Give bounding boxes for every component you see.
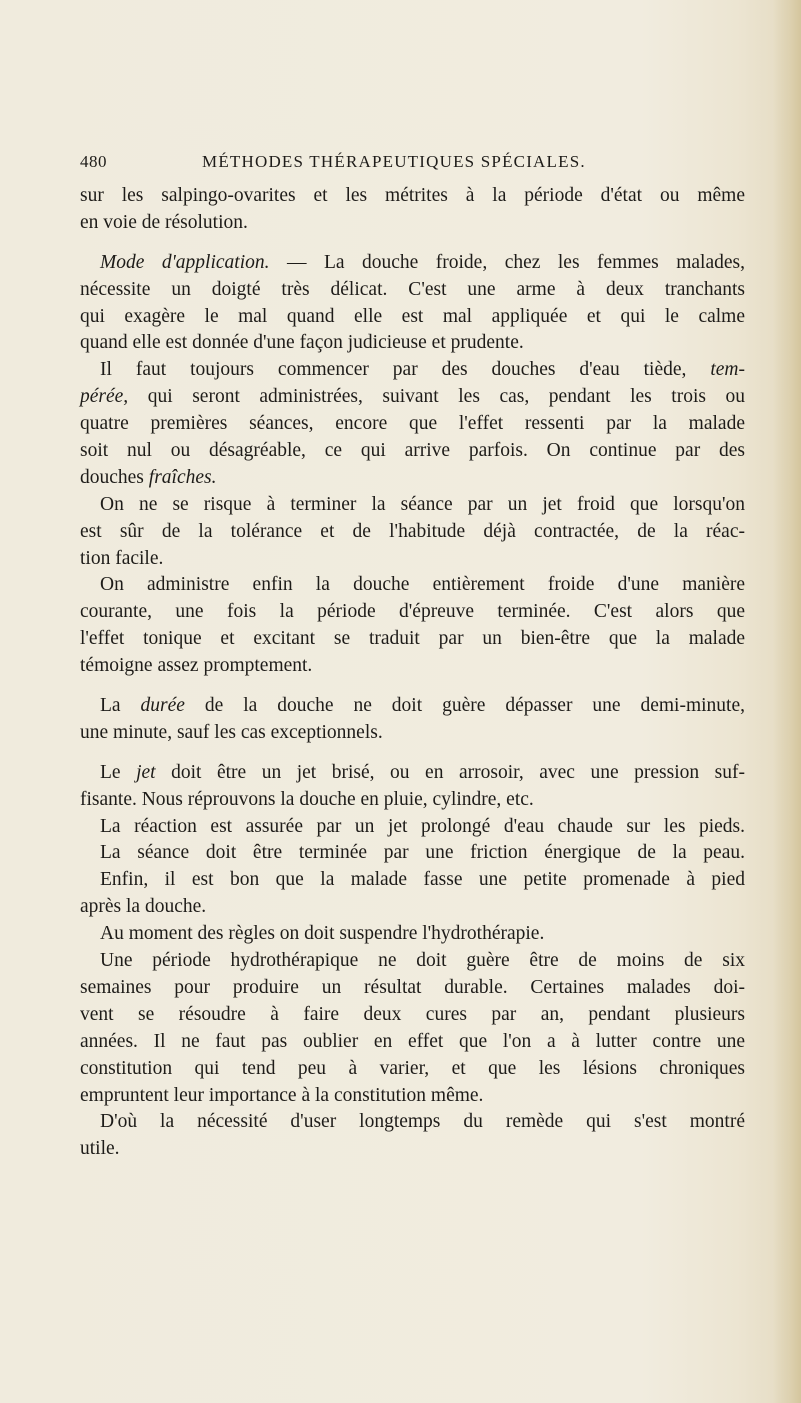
text-line: l'effet tonique et excitant se traduit par un bien-être que la malade (80, 628, 745, 650)
text-span: douches (80, 466, 149, 488)
text-line: constitution qui tend peu à varier, et que les lésions chroniques (80, 1057, 745, 1079)
text-span: La (100, 695, 141, 717)
text-line: fisante. Nous réprouvons la douche en pluie, cylindre, etc. (80, 788, 534, 810)
italic-text: jet (136, 761, 156, 783)
text-line: Enfin, il est bon que la malade fasse une petite promenade à pied (100, 869, 745, 891)
text-span: de la douche ne doit guère dépasser une demi-minute, (184, 695, 745, 717)
text-line: semaines pour produire un résultat durable. Certaines malades doi- (80, 976, 745, 998)
text-line (80, 250, 745, 277)
text-line: vent se résoudre à faire deux cures par an, pendant plusieurs (80, 1003, 745, 1025)
text-line: utile. (80, 1138, 120, 1160)
running-title: MÉTHODES THÉRAPEUTIQUES SPÉCIALES. (202, 152, 586, 171)
text-line: une minute, sauf les cas exceptionnels. (80, 721, 383, 743)
paragraph-gap (80, 747, 745, 760)
text-line: Une période hydrothérapique ne doit guère être de moins de six (100, 950, 745, 972)
text-line: soit nul ou désagréable, ce qui arrive parfois. On continue par des (80, 440, 745, 462)
text-line: nécessite un doigté très délicat. C'est une arme à deux tranchants (80, 278, 745, 300)
text-line (80, 357, 745, 384)
italic-text: fraîches. (148, 466, 217, 488)
text-line: On ne se risque à terminer la séance par un jet froid que lorsqu'on (100, 493, 745, 515)
text-line (80, 693, 745, 720)
text-line: est sûr de la tolérance et de l'habitude déjà contractée, de la réac- (80, 520, 745, 542)
text-line: sur les salpingo-ovarites et les métrites à la période d'état ou même (80, 185, 745, 206)
text-span: doit être un jet brisé, ou en arrosoir, avec une pression suf- (155, 761, 745, 783)
text-line: témoigne assez promptement. (80, 655, 313, 677)
text-line: années. Il ne faut pas oublier en effet que l'on a à lutter contre une (80, 1030, 745, 1052)
text-line (80, 384, 745, 411)
page-edge-shadow (773, 0, 801, 1403)
text-span: qui seront administrées, suivant les cas, pendant les trois ou (128, 386, 745, 408)
text-line: quand elle est donnée d'une façon judicieuse et prudente. (80, 332, 524, 354)
paragraph-gap (80, 680, 745, 693)
text-line: en voie de résolution. (80, 211, 248, 233)
page-number: 480 (80, 152, 107, 171)
paragraph-gap (80, 237, 745, 250)
text-line: tion facile. (80, 547, 164, 569)
body-text (80, 183, 745, 1163)
text-line: On administre enfin la douche entièrement froide d'une manière (100, 574, 745, 596)
italic-text: durée (140, 695, 185, 717)
text-line: qui exagère le mal quand elle est mal appliquée et qui le calme (80, 305, 745, 327)
italic-text: pérée, (80, 386, 129, 408)
text-span: Il faut toujours commencer par des douches d'eau tiède, (100, 359, 711, 381)
text-line: La séance doit être terminée par une friction énergique de la peau. (100, 842, 745, 864)
text-line (80, 465, 745, 492)
text-line: après la douche. (80, 896, 207, 918)
text-line: courante, une fois la période d'épreuve terminée. C'est alors que (80, 601, 745, 623)
text-span: — La douche froide, chez les femmes malades, (269, 251, 745, 273)
text-span: Le (100, 761, 137, 783)
running-header (80, 152, 740, 176)
text-line: Au moment des règles on doit suspendre l'hydrothérapie. (100, 923, 545, 945)
text-line: empruntent leur importance à la constitution même. (80, 1084, 484, 1106)
text-line: quatre premières séances, encore que l'effet ressenti par la malade (80, 413, 745, 435)
text-line (80, 760, 745, 787)
text-line: La réaction est assurée par un jet prolongé d'eau chaude sur les pieds. (100, 815, 745, 837)
text-line: D'où la nécessité d'user longtemps du remède qui s'est montré (100, 1111, 745, 1133)
italic-text: tem- (710, 359, 745, 381)
italic-text: Mode d'application. (100, 251, 270, 273)
